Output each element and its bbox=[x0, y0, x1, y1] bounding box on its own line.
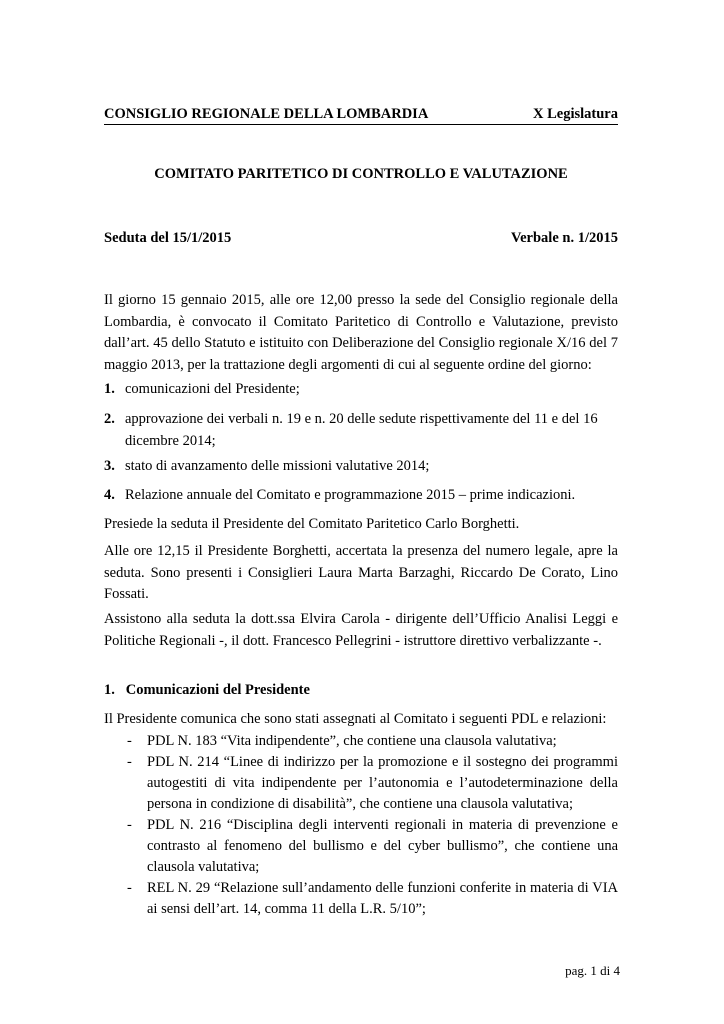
attendance-text: Alle ore 12,15 il Presidente Borghetti, accertata la presenza del numero legale, apre la seduta. Sono presenti i Consiglieri Laura Marta Barzaghi, Riccardo De Corato, Lino Fossati. bbox=[104, 543, 618, 602]
agenda-number: 4. bbox=[104, 487, 115, 503]
assistants-paragraph bbox=[104, 609, 618, 652]
bullet-dash: - bbox=[127, 733, 132, 749]
intro-paragraph bbox=[104, 290, 618, 376]
agenda-text: Relazione annuale del Comitato e programmazione 2015 – prime indicazioni. bbox=[125, 487, 576, 503]
agenda-number: 1. bbox=[104, 381, 115, 397]
legislature-label: X Legislatura bbox=[533, 106, 618, 122]
agenda-number: 2. bbox=[104, 411, 115, 427]
header-line bbox=[104, 106, 618, 125]
council-name: CONSIGLIO REGIONALE DELLA LOMBARDIA bbox=[104, 106, 429, 122]
intro-text: Il giorno 15 gennaio 2015, alle ore 12,00 presso la sede del Consiglio regionale della Lombardia, è convocato il Comitato Paritetico di Controllo e Valutazione, previsto dall’art. 45 dello Statuto e istituito con Deliberazione del Consiglio regionale X/16 del 7 maggio 2013, per la trattazione degli argomenti di cui al seguente ordine del giorno: bbox=[104, 292, 618, 373]
committee-title: COMITATO PARITETICO DI CONTROLLO E VALUTAZIONE bbox=[154, 166, 568, 182]
agenda-number: 3. bbox=[104, 458, 115, 474]
page-number: pag. 1 di 4 bbox=[565, 963, 620, 978]
bullet-dash: - bbox=[127, 754, 132, 770]
agenda-text: comunicazioni del Presidente; bbox=[125, 381, 300, 397]
list-item-text: PDL N. 214 “Linee di indirizzo per la promozione e il sostegno dei programmi autogestiti di vita indipendente per l’autonomia e l’autodeterminazione della persona in condizione di disabilità”, che contiene una clausola valutativa; bbox=[147, 754, 618, 812]
chair-paragraph bbox=[104, 514, 618, 536]
section-heading: 1. Comunicazioni del Presidente bbox=[104, 682, 310, 698]
chair-text: Presiede la seduta il Presidente del Comitato Paritetico Carlo Borghetti. bbox=[104, 516, 520, 532]
agenda-text: approvazione dei verbali n. 19 e n. 20 delle sedute rispettivamente del 11 e del 16 dicembre 2014; bbox=[125, 411, 598, 449]
list-item-text: REL N. 29 “Relazione sull’andamento delle funzioni conferite in materia di VIA ai sensi dell’art. 14, comma 11 della L.R. 5/10”; bbox=[147, 880, 618, 917]
bullet-dash: - bbox=[127, 817, 132, 833]
session-date: Seduta del 15/1/2015 bbox=[104, 230, 232, 246]
section-lead-text: Il Presidente comunica che sono stati assegnati al Comitato i seguenti PDL e relazioni: bbox=[104, 711, 607, 727]
assistants-text: Assistono alla seduta la dott.ssa Elvira Carola - dirigente dell’Ufficio Analisi Leggi e Politiche Regionali -, il dott. Francesco Pellegrini - istruttore direttivo verbalizzante -. bbox=[104, 611, 618, 649]
section-lead bbox=[104, 709, 618, 731]
attendance-paragraph bbox=[104, 541, 618, 606]
list-item-text: PDL N. 216 “Disciplina degli interventi regionali in materia di prevenzione e contrasto al fenomeno del bullismo e del cyber bullismo”, che contiene una clausola valutativa; bbox=[147, 817, 618, 875]
list-item-text: PDL N. 183 “Vita indipendente”, che contiene una clausola valutativa; bbox=[147, 733, 557, 749]
agenda-text: stato di avanzamento delle missioni valutative 2014; bbox=[125, 458, 430, 474]
bullet-dash: - bbox=[127, 880, 132, 896]
minutes-number: Verbale n. 1/2015 bbox=[510, 230, 618, 246]
